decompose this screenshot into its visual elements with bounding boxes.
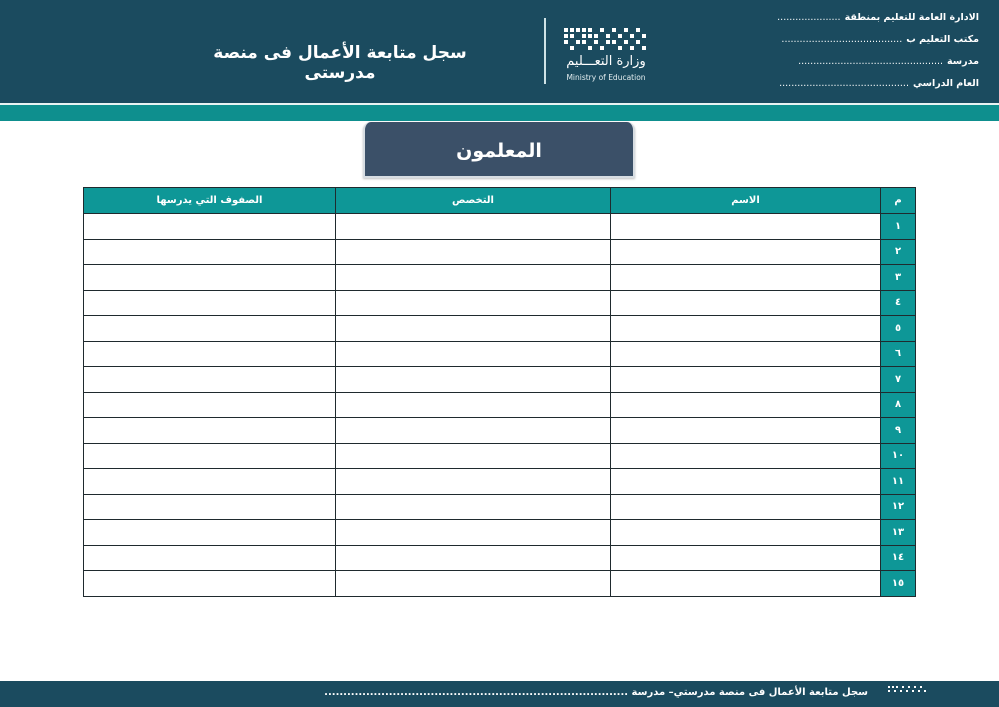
logo-dots-icon <box>564 28 646 50</box>
row-number: ١٠ <box>881 443 916 469</box>
cell-classes[interactable] <box>84 571 336 597</box>
admin-info <box>764 12 979 100</box>
cell-classes[interactable] <box>84 214 336 240</box>
teachers-table <box>83 187 916 597</box>
admin-label: مكتب التعليم ب <box>906 34 979 45</box>
cell-specialty[interactable] <box>336 469 611 495</box>
row-number: ٧ <box>881 367 916 393</box>
cell-specialty[interactable] <box>336 392 611 418</box>
cell-name[interactable] <box>611 341 881 367</box>
cell-classes[interactable] <box>84 494 336 520</box>
footer-bar <box>0 681 999 707</box>
admin-label: العام الدراسي <box>912 78 979 89</box>
cell-specialty[interactable] <box>336 418 611 444</box>
column-header-index: م <box>881 188 916 214</box>
footer-text: سجل متابعة الأعمال فى منصة مدرستي– مدرسة ................................................................................ <box>324 687 868 698</box>
cell-classes[interactable] <box>84 341 336 367</box>
logo-divider <box>544 18 546 84</box>
cell-name[interactable] <box>611 367 881 393</box>
cell-specialty[interactable] <box>336 316 611 342</box>
admin-dots: ........................................ <box>781 34 903 45</box>
table-row <box>84 239 916 265</box>
logo-arabic: وزارة التعـــليم <box>566 54 646 69</box>
cell-name[interactable] <box>611 494 881 520</box>
cell-classes[interactable] <box>84 290 336 316</box>
admin-dots: ........................................... <box>779 78 909 89</box>
cell-name[interactable] <box>611 392 881 418</box>
row-number: ١١ <box>881 469 916 495</box>
cell-specialty[interactable] <box>336 494 611 520</box>
row-number: ١٢ <box>881 494 916 520</box>
row-number: ١٤ <box>881 545 916 571</box>
column-header-specialty: التخصص <box>336 188 611 214</box>
row-number: ٤ <box>881 290 916 316</box>
table-row <box>84 571 916 597</box>
admin-label: الادارة العامة للتعليم بمنطقة <box>844 12 979 23</box>
cell-classes[interactable] <box>84 239 336 265</box>
section-title: المعلمون <box>456 140 542 162</box>
table-row <box>84 265 916 291</box>
admin-dots: ..................... <box>777 12 841 23</box>
admin-line-year <box>764 78 979 100</box>
column-header-name: الاسم <box>611 188 881 214</box>
cell-specialty[interactable] <box>336 571 611 597</box>
cell-name[interactable] <box>611 214 881 240</box>
cell-specialty[interactable] <box>336 520 611 546</box>
table-row <box>84 418 916 444</box>
table-row <box>84 341 916 367</box>
cell-classes[interactable] <box>84 367 336 393</box>
cell-specialty[interactable] <box>336 545 611 571</box>
table-header-row <box>84 188 916 214</box>
column-header-classes: الصفوف التي يدرسها <box>84 188 336 214</box>
table-row <box>84 443 916 469</box>
cell-name[interactable] <box>611 571 881 597</box>
table-row <box>84 367 916 393</box>
cell-classes[interactable] <box>84 418 336 444</box>
row-number: ٩ <box>881 418 916 444</box>
cell-name[interactable] <box>611 290 881 316</box>
cell-classes[interactable] <box>84 520 336 546</box>
table-row <box>84 392 916 418</box>
cell-name[interactable] <box>611 316 881 342</box>
cell-specialty[interactable] <box>336 290 611 316</box>
cell-name[interactable] <box>611 239 881 265</box>
cell-classes[interactable] <box>84 392 336 418</box>
row-number: ٥ <box>881 316 916 342</box>
admin-line-office <box>764 34 979 56</box>
admin-dots: ................................................ <box>798 56 944 67</box>
row-number: ١٥ <box>881 571 916 597</box>
row-number: ٣ <box>881 265 916 291</box>
cell-classes[interactable] <box>84 469 336 495</box>
cell-specialty[interactable] <box>336 341 611 367</box>
row-number: ١٣ <box>881 520 916 546</box>
table-row <box>84 214 916 240</box>
page-title: سجل متابعة الأعمال فى منصة مدرستى <box>213 43 467 83</box>
cell-specialty[interactable] <box>336 239 611 265</box>
admin-line-region <box>764 12 979 34</box>
cell-classes[interactable] <box>84 545 336 571</box>
cell-name[interactable] <box>611 443 881 469</box>
teal-band <box>0 103 999 121</box>
cell-name[interactable] <box>611 418 881 444</box>
table-row <box>84 494 916 520</box>
admin-line-school <box>764 56 979 78</box>
table-row <box>84 469 916 495</box>
row-number: ٦ <box>881 341 916 367</box>
header-bar <box>0 0 999 103</box>
row-number: ٢ <box>881 239 916 265</box>
footer-logo-icon <box>884 684 929 704</box>
cell-specialty[interactable] <box>336 265 611 291</box>
cell-name[interactable] <box>611 469 881 495</box>
section-tab <box>363 122 635 178</box>
cell-classes[interactable] <box>84 265 336 291</box>
cell-name[interactable] <box>611 520 881 546</box>
cell-classes[interactable] <box>84 443 336 469</box>
cell-specialty[interactable] <box>336 214 611 240</box>
ministry-logo <box>544 18 654 84</box>
cell-name[interactable] <box>611 265 881 291</box>
table-row <box>84 316 916 342</box>
row-number: ٨ <box>881 392 916 418</box>
table-row <box>84 545 916 571</box>
cell-name[interactable] <box>611 545 881 571</box>
logo-english: Ministry of Education <box>566 73 646 82</box>
row-number: ١ <box>881 214 916 240</box>
cell-specialty[interactable] <box>336 443 611 469</box>
table-row <box>84 520 916 546</box>
cell-classes[interactable] <box>84 316 336 342</box>
cell-specialty[interactable] <box>336 367 611 393</box>
table-row <box>84 290 916 316</box>
admin-label: مدرسة <box>947 56 979 67</box>
